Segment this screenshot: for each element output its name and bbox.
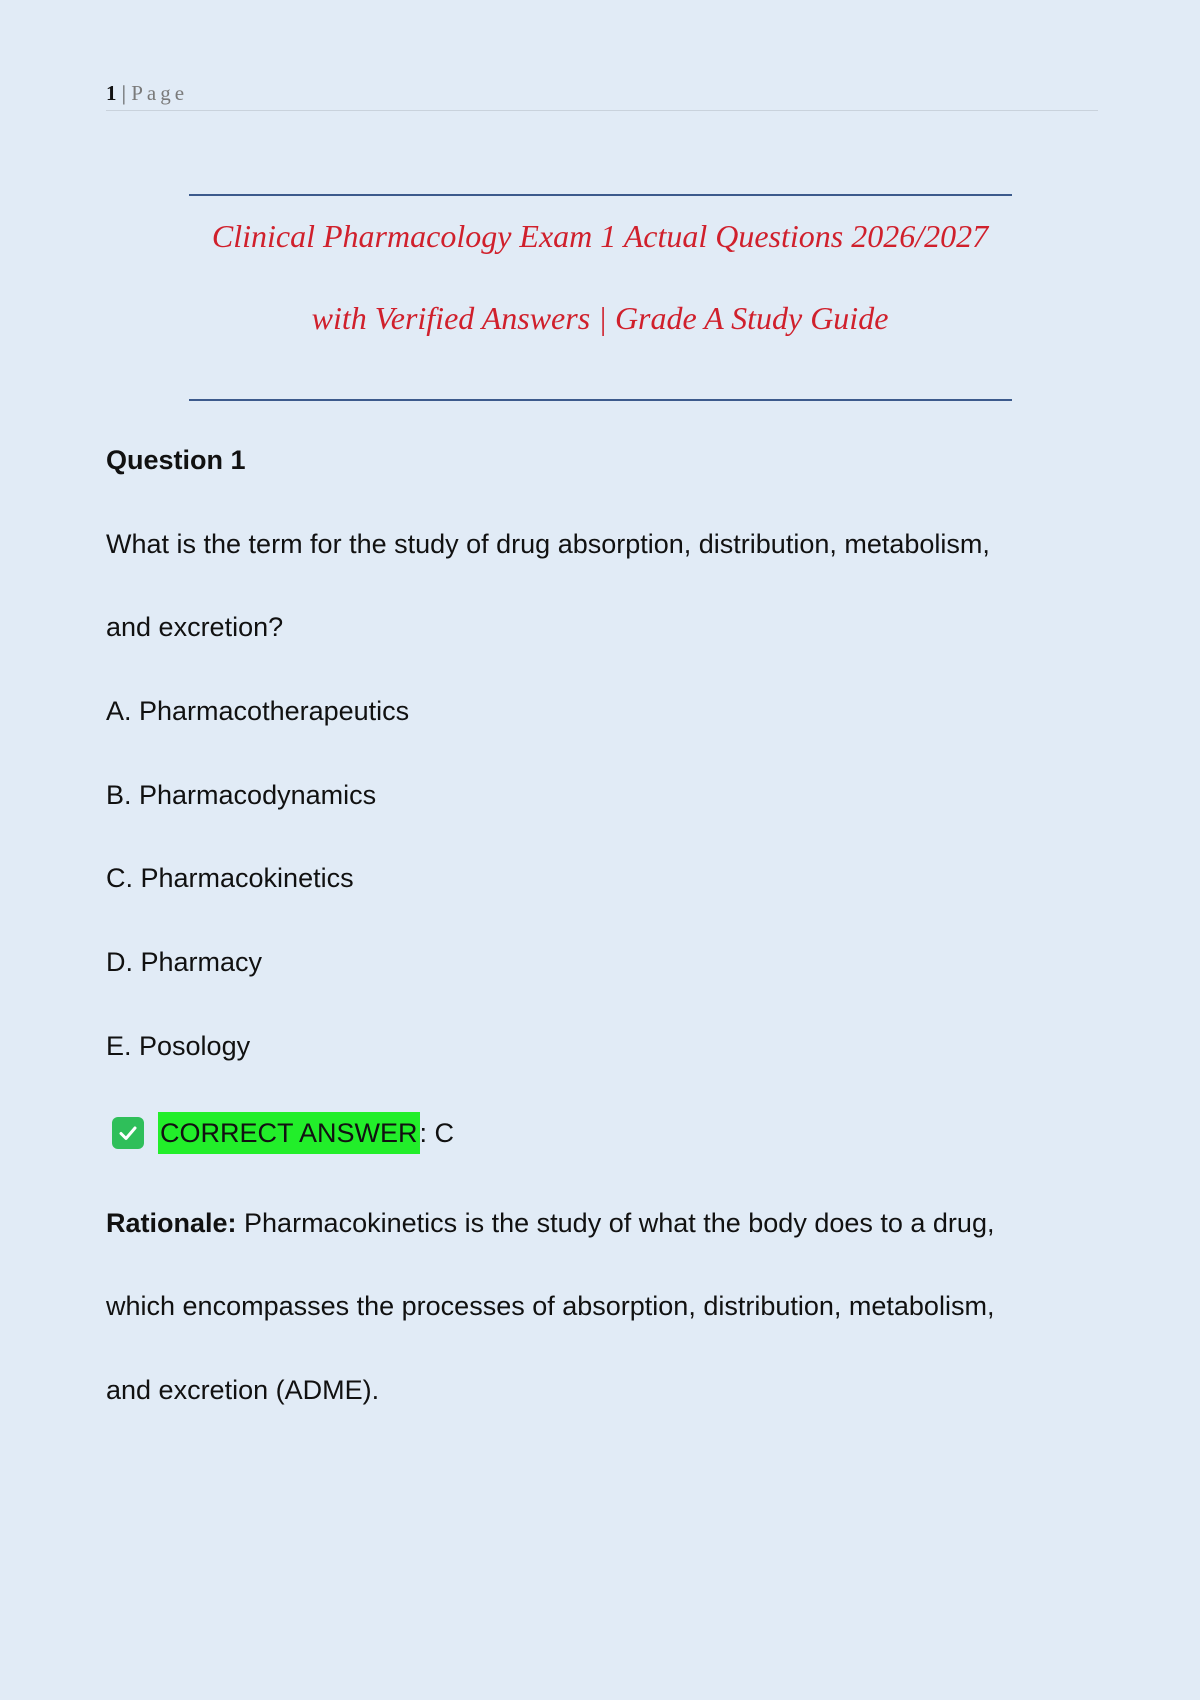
page-label: Page: [131, 81, 189, 105]
question-text-line-1: What is the term for the study of drug absorption, distribution, metabolism,: [106, 529, 990, 559]
check-box-icon: [112, 1117, 144, 1149]
option-a: A. Pharmacotherapeutics: [106, 696, 410, 726]
page-number: 1: [106, 81, 117, 105]
page-header: [106, 80, 1098, 111]
rationale-line-2: which encompasses the processes of absorption, distribution, metabolism,: [106, 1291, 995, 1321]
option-b: B. Pharmacodynamics: [106, 780, 377, 810]
option-d: D. Pharmacy: [106, 947, 263, 977]
title-rule-bottom: [189, 399, 1012, 401]
rationale-text-1: Pharmacokinetics is the study of what the body does to a drug,: [236, 1208, 995, 1238]
document-title-line-2: with Verified Answers | Grade A Study Guide: [311, 300, 889, 336]
rationale-line-1: [106, 1206, 994, 1240]
document-title-line-1: Clinical Pharmacology Exam 1 Actual Questions 2026/2027: [211, 218, 989, 254]
rationale-line-3: and excretion (ADME).: [106, 1375, 380, 1405]
correct-answer-label: CORRECT ANSWER: [158, 1112, 420, 1154]
page-separator: |: [116, 81, 132, 105]
option-c: C. Pharmacokinetics: [106, 863, 354, 893]
correct-answer-row: [112, 1112, 454, 1154]
option-e: E. Posology: [106, 1031, 251, 1061]
question-text-line-2: and excretion?: [106, 612, 284, 642]
correct-answer-value: : C: [419, 1117, 455, 1148]
question-heading: Question 1: [106, 445, 246, 475]
rationale-label: Rationale:: [106, 1208, 237, 1238]
title-rule-top: [189, 194, 1012, 196]
